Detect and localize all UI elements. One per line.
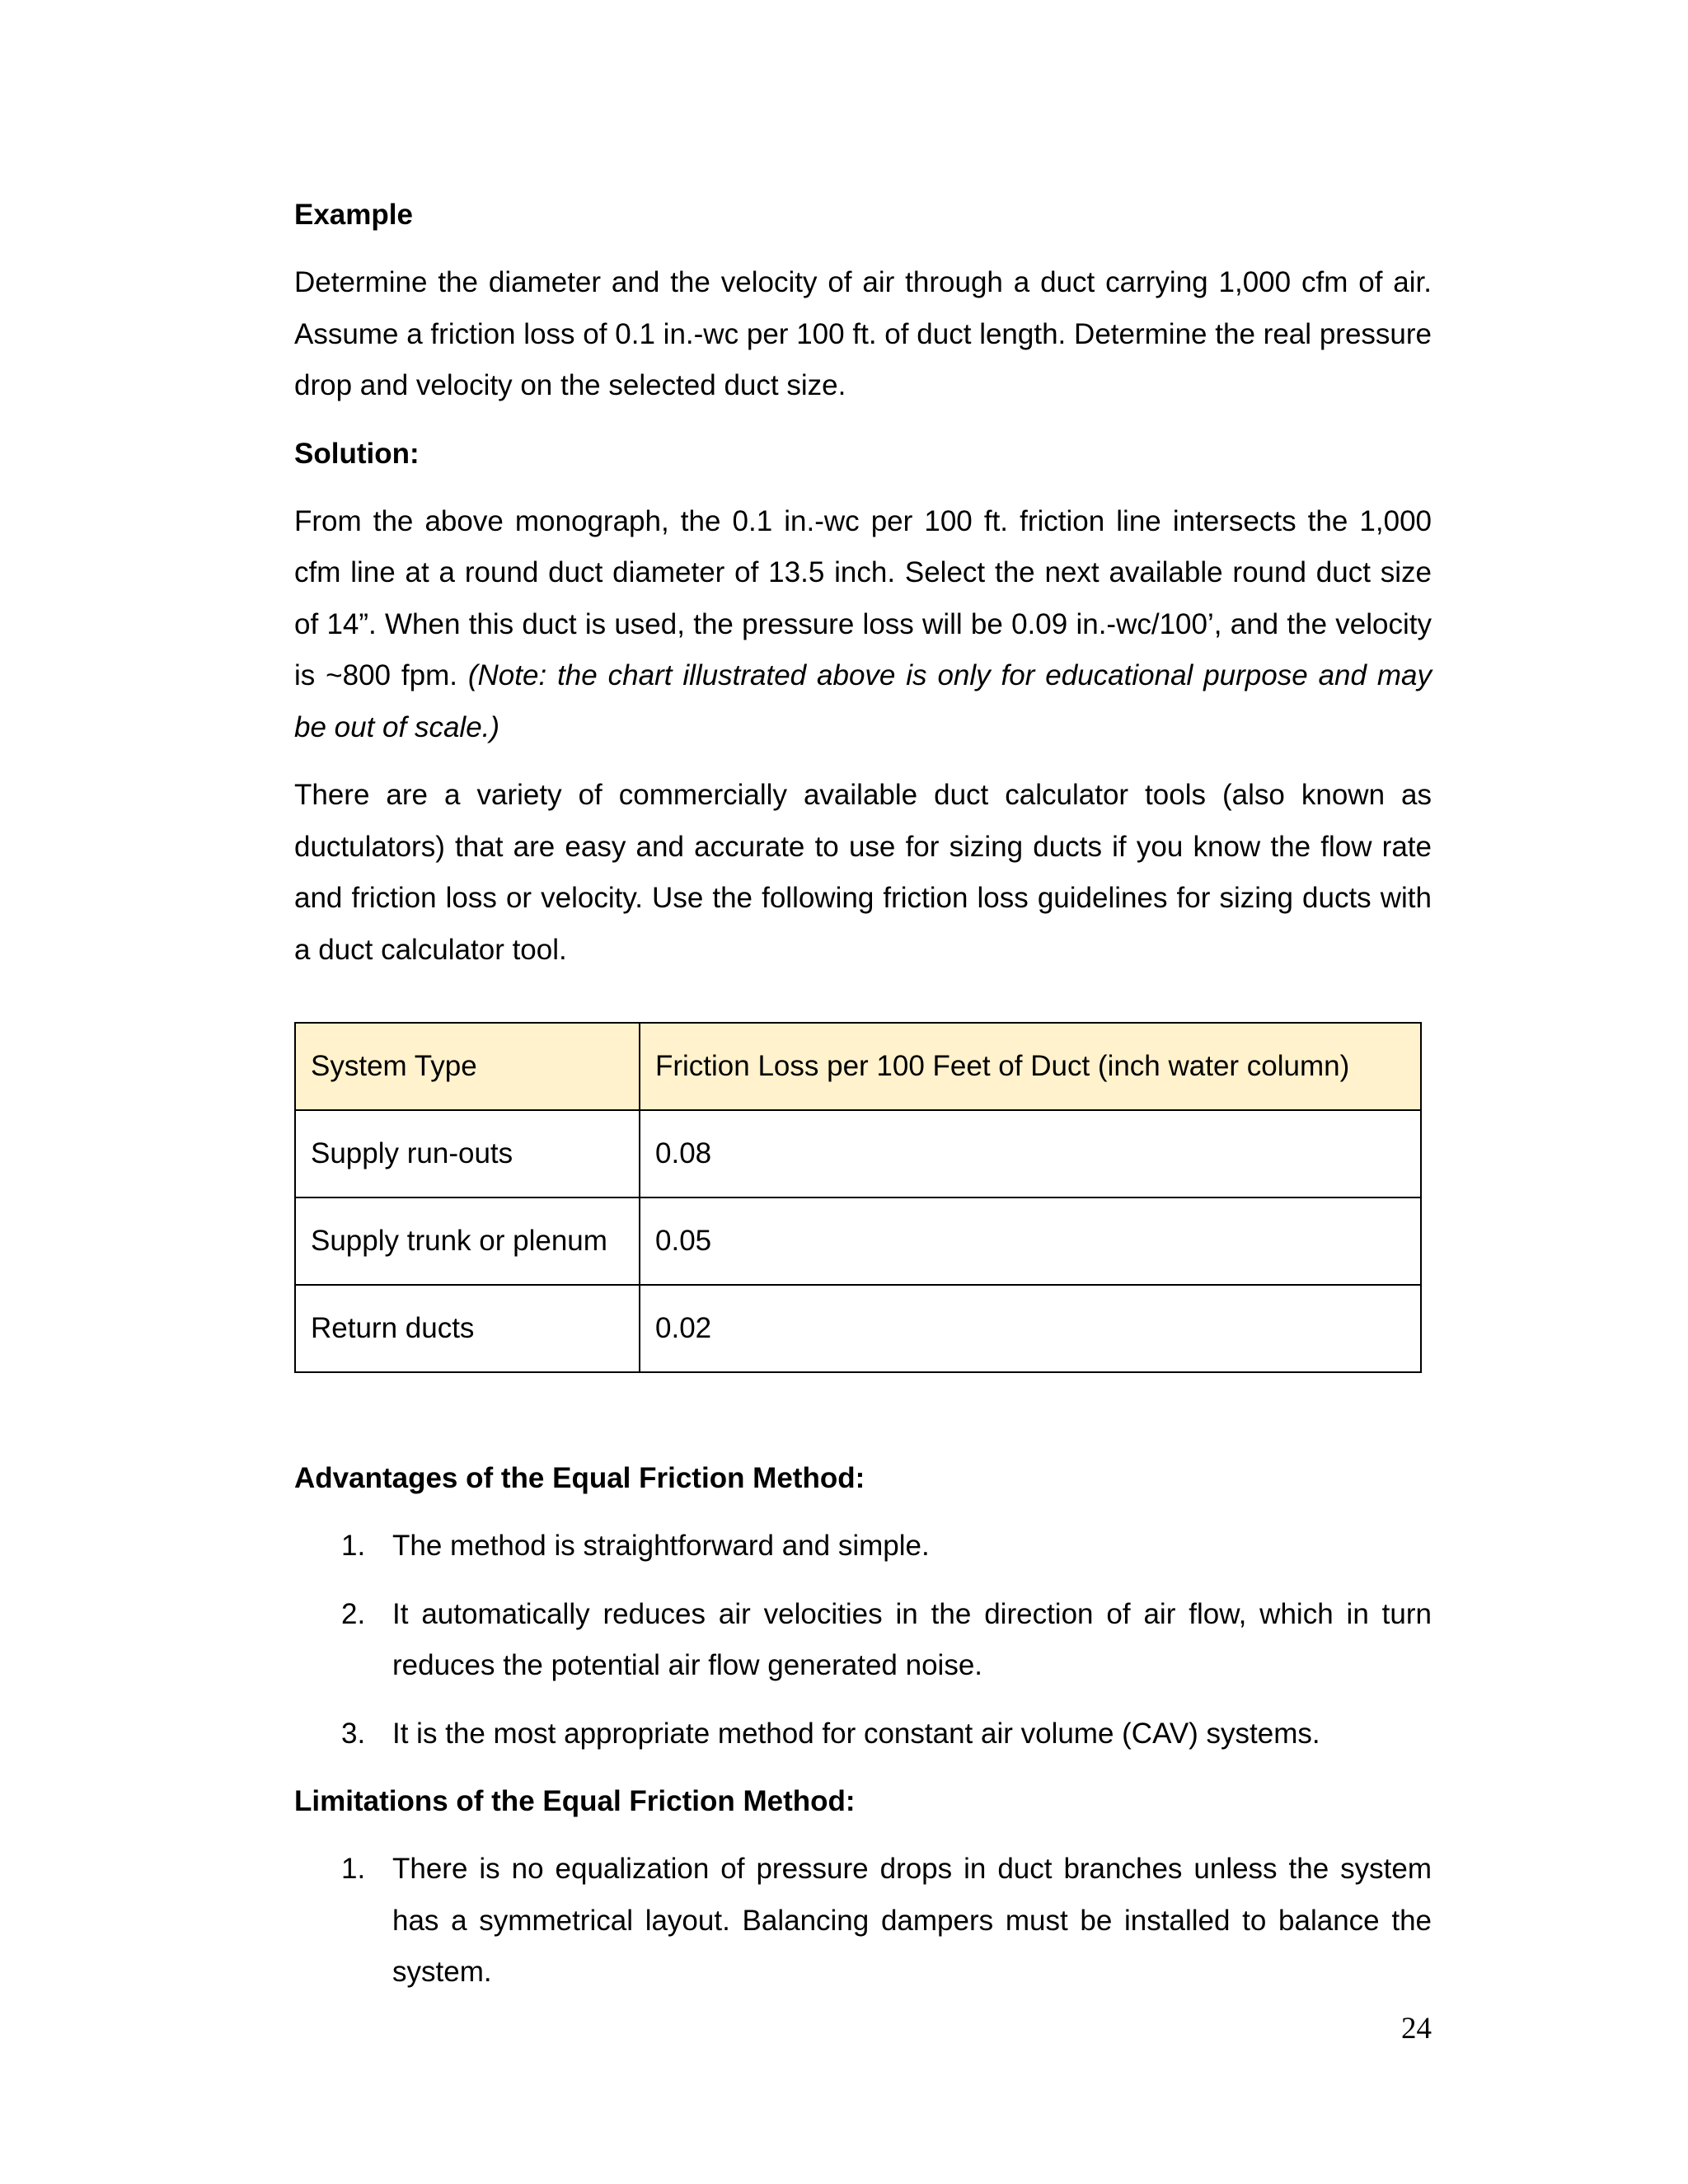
list-item-text: There is no equalization of pressure drops in duct branches unless the system has a symmetrical layout. Balancing dampers must be installed to balance the system. xyxy=(392,1853,1432,1988)
table-header-system-type: System Type xyxy=(295,1023,640,1110)
list-item-text: The method is straightforward and simple. xyxy=(392,1530,930,1562)
advantages-heading: Advantages of the Equal Friction Method: xyxy=(294,1462,865,1494)
table-row xyxy=(295,1110,1421,1197)
page-number: 24 xyxy=(1401,2012,1432,2046)
example-heading: Example xyxy=(294,199,413,231)
list-item xyxy=(294,1589,1432,1692)
list-item-text: It automatically reduces air velocities in the direction of air flow, which in turn reduces the potential air flow generated noise. xyxy=(392,1597,1432,1681)
table-cell-system-type: Return ducts xyxy=(295,1285,640,1372)
page-content xyxy=(294,190,1432,2015)
solution-text: From the above monograph, the 0.1 in.-wc per 100 ft. friction line intersects the 1,000 cfm line at a round duct diameter of 13.5 inch. Select the next available round duct size of 14”. When this duct is used, the pressure loss will be 0.09 in.-wc/100’, and the velocity is ~800 fpm. xyxy=(294,504,1432,691)
friction-loss-table xyxy=(294,1022,1422,1373)
list-item-number: 1. xyxy=(341,1530,366,1562)
solution-note: (Note: the chart illustrated above is only for educational purpose and may be out of scale.) xyxy=(294,659,1432,743)
table-row xyxy=(295,1285,1421,1372)
list-item-text: It is the most appropriate method for constant air volume (CAV) systems. xyxy=(392,1717,1320,1750)
table-cell-friction-loss: 0.05 xyxy=(640,1197,1421,1285)
table-header-friction-loss: Friction Loss per 100 Feet of Duct (inch water column) xyxy=(640,1023,1421,1110)
solution-heading: Solution: xyxy=(294,437,420,470)
limitations-list xyxy=(294,1844,1432,1999)
list-item-number: 2. xyxy=(341,1597,366,1630)
list-item xyxy=(294,1521,1432,1572)
list-item xyxy=(294,1708,1432,1760)
limitations-heading: Limitations of the Equal Friction Method: xyxy=(294,1785,856,1817)
list-item-number: 1. xyxy=(341,1853,366,1885)
calculator-paragraph: There are a variety of commercially available duct calculator tools (also known as ductulators) that are easy and accurate to use for sizing ducts if you know the flow rate and friction loss or velocity. Use the following friction loss guidelines for sizing ducts with a duct calculator tool. xyxy=(294,779,1432,966)
advantages-list xyxy=(294,1521,1432,1760)
table-header-row xyxy=(295,1023,1421,1110)
table-cell-system-type: Supply trunk or plenum xyxy=(295,1197,640,1285)
solution-paragraph xyxy=(294,496,1432,754)
table-row xyxy=(295,1197,1421,1285)
list-item-number: 3. xyxy=(341,1717,366,1750)
table-cell-system-type: Supply run-outs xyxy=(295,1110,640,1197)
example-paragraph: Determine the diameter and the velocity of air through a duct carrying 1,000 cfm of air. Assume a friction loss of 0.1 in.-wc per 100 ft. of duct length. Determine the real pressure drop and velocity on the selected duct size. xyxy=(294,266,1432,401)
table-cell-friction-loss: 0.02 xyxy=(640,1285,1421,1372)
list-item xyxy=(294,1844,1432,1999)
table-cell-friction-loss: 0.08 xyxy=(640,1110,1421,1197)
